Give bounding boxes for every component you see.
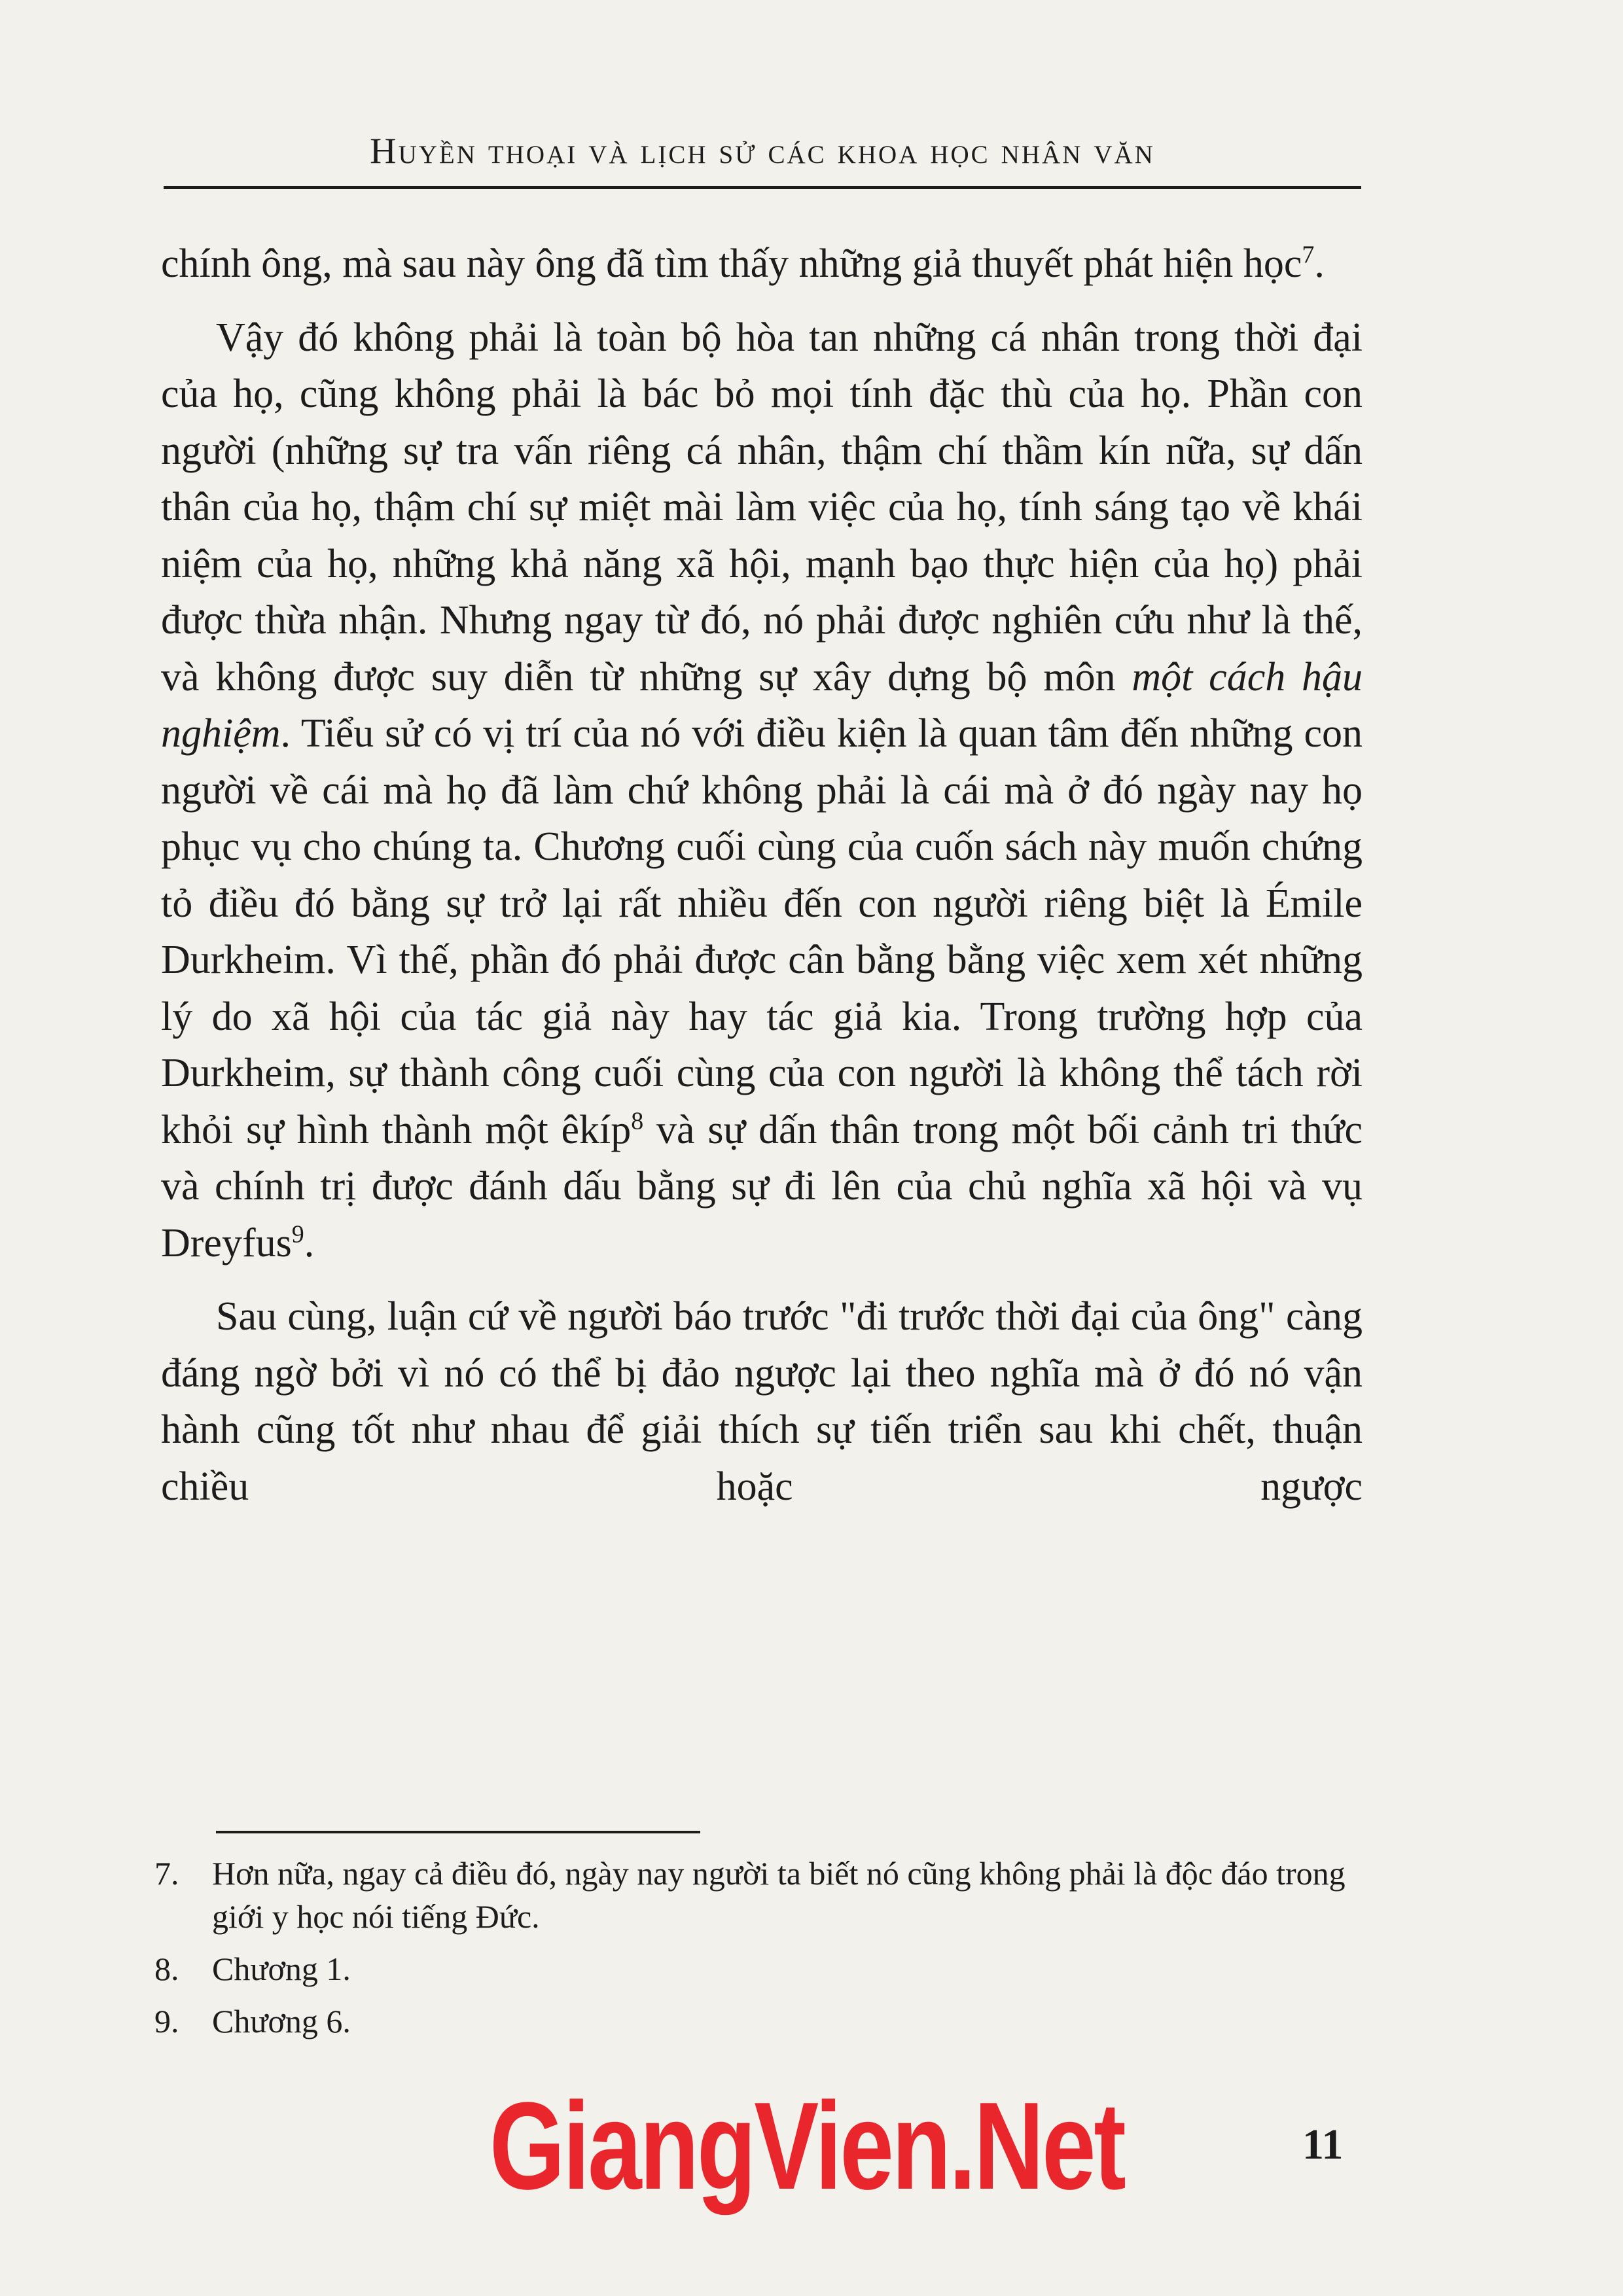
paragraph-2-part2: . Tiểu sử có vị trí của nó với điều kiện là quan tâm đến những con người về cái mà họ đã làm chứ không phải là cái mà ở đó ngày nay họ phục vụ cho chúng ta. Chương cuối cùng của cuốn sách này muốn chứng tỏ điều đó bằng sự trở lại rất nhiều đến con người riêng biệt là Émile Durkheim. Vì thế, phần đó phải được cân bằng bằng việc xem xét những lý do xã hội của tác giả này hay tác giả kia. Trong trường hợp của Durkheim, sự thành công cuối cùng của con người là không thể tách rời khỏi sự hình thành một êkíp <box>161 711 1363 1152</box>
footnote-text: Hơn nữa, ngay cả điều đó, ngày nay người ta biết nó cũng không phải là độc đáo trong giới y học nói tiếng Đức. <box>212 1855 1346 1935</box>
paragraph-3: Sau cùng, luận cứ về người báo trước "đi trước thời đại của ông" càng đáng ngờ bởi vì nó có thể bị đảo ngược lại theo nghĩa mà ở đó nó vận hành cũng tốt như nhau để giải thích sự tiến triển sau khi chết, thuận chiều hoặc ngược <box>161 1294 1363 1509</box>
paragraph-2-part3: và sự dấn thân trong một bối cảnh tri thức và chính trị được đánh dấu bằng sự đi lên của chủ nghĩa xã hội và vụ Dreyfus <box>161 1107 1363 1265</box>
footnotes <box>154 1852 1363 2043</box>
paragraph-2-italic-phrase: một cách hậu nghiệm <box>161 654 1363 756</box>
footnote-ref-8[interactable]: 8 <box>631 1106 644 1135</box>
paragraph-1-text: chính ông, mà sau này ông đã tìm thấy những giả thuyết phát hiện học <box>161 241 1302 286</box>
footnote-8 <box>154 1947 1363 1990</box>
footnote-number: 7. <box>154 1855 179 1892</box>
paragraph-2 <box>161 309 1363 1272</box>
watermark: GiangVien.Net <box>490 2077 1124 2216</box>
footnote-9 <box>154 2000 1363 2043</box>
footnote-rule <box>216 1831 700 1833</box>
page-number: 11 <box>1302 2121 1344 2168</box>
footnote-number: 8. <box>154 1951 179 1987</box>
footnote-text: Chương 6. <box>212 2003 351 2040</box>
paragraph-1 <box>161 236 1363 292</box>
footnote-ref-7[interactable]: 7 <box>1302 241 1315 269</box>
footnote-7 <box>154 1852 1363 1938</box>
paragraph-1-end: . <box>1314 241 1325 286</box>
footnote-ref-9[interactable]: 9 <box>291 1220 304 1248</box>
paragraph-2-end: . <box>304 1220 315 1265</box>
footnote-text: Chương 1. <box>212 1951 351 1987</box>
body-text <box>161 236 1363 1515</box>
header-rule <box>164 186 1361 189</box>
paragraph-2-part1: Vậy đó không phải là toàn bộ hòa tan những cá nhân trong thời đại của họ, cũng không phải là bác bỏ mọi tính đặc thù của họ. Phần con người (những sự tra vấn riêng cá nhân, thậm chí thầm kín nữa, sự dấn thân của họ, thậm chí sự miệt mài làm việc của họ, tính sáng tạo về khái niệm của họ, những khả năng xã hội, mạnh bạo thực hiện của họ) phải được thừa nhận. Nhưng ngay từ đó, nó phải được nghiên cứu như là thế, và không được suy diễn từ những sự xây dựng bộ môn <box>161 315 1363 699</box>
footnote-number: 9. <box>154 2003 179 2040</box>
running-head: Huyền thoại và lịch sử các khoa học nhân văn <box>370 131 1155 171</box>
